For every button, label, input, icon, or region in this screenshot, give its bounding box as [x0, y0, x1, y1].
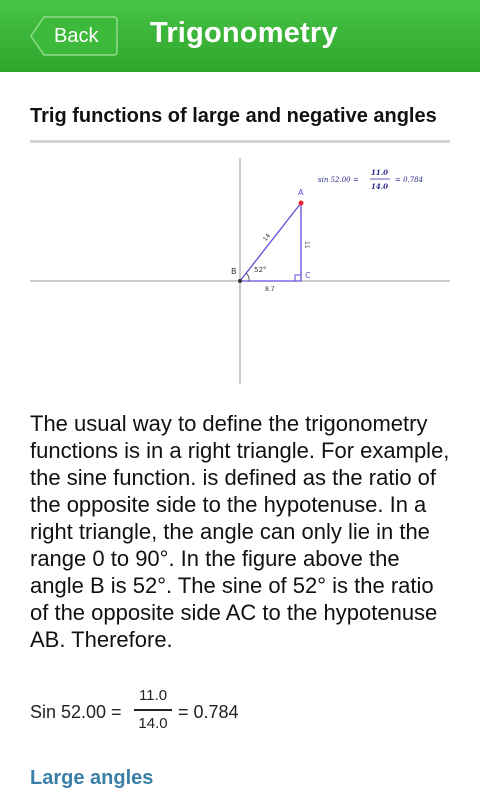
vertex-b-dot: [238, 279, 242, 283]
diagram-formula-numerator: 11.0: [371, 168, 389, 177]
formula-rhs: = 0.784: [178, 702, 239, 722]
right-angle-marker: [295, 275, 301, 281]
content-area: [0, 72, 480, 800]
back-button[interactable]: [30, 16, 118, 56]
angle-arc: [246, 273, 249, 281]
diagram-formula-rhs: = 0.784: [395, 176, 424, 184]
adjacent-label: 8.7: [265, 286, 275, 293]
triangle-diagram: [30, 158, 450, 384]
back-button-label: Back: [54, 25, 99, 47]
vertex-a-dot: [299, 201, 304, 206]
vertex-b-label: B: [231, 267, 237, 276]
page-title: Trigonometry: [150, 17, 338, 49]
title-divider: [30, 140, 450, 143]
header-bar: [0, 0, 480, 73]
explanation-paragraph: The usual way to define the trigonometry functions is in a right triangle. For example, the sine function. is defined as the ratio of the opposite side to the hypotenuse. In a right triangle, the angle can only lie in the range 0 to 90°. In the figure above the angle B is 52°. The sine of 52° is the ratio of the opposite side AC to the hypotenuse AB. Therefore.: [30, 411, 450, 652]
diagram-formula-lhs: sin 52.00 =: [318, 176, 359, 184]
formula-numerator: 11.0: [138, 687, 168, 704]
large-angles-link[interactable]: Large angles: [30, 767, 154, 789]
fraction-bar: [134, 709, 172, 711]
hypotenuse-label: 14: [261, 232, 273, 243]
vertex-a-label: A: [298, 188, 304, 197]
opposite-label: 11: [303, 241, 310, 249]
formula-lhs: Sin 52.00 =: [30, 702, 122, 722]
formula-denominator: 14.0: [138, 715, 168, 732]
angle-label: 52°: [254, 266, 267, 274]
diagram-formula-denominator: 14.0: [371, 182, 389, 191]
section-title: Trig functions of large and negative angles: [30, 105, 437, 127]
right-triangle: [240, 203, 301, 281]
vertex-c-label: C: [305, 271, 311, 280]
formula-fraction: [134, 686, 172, 734]
